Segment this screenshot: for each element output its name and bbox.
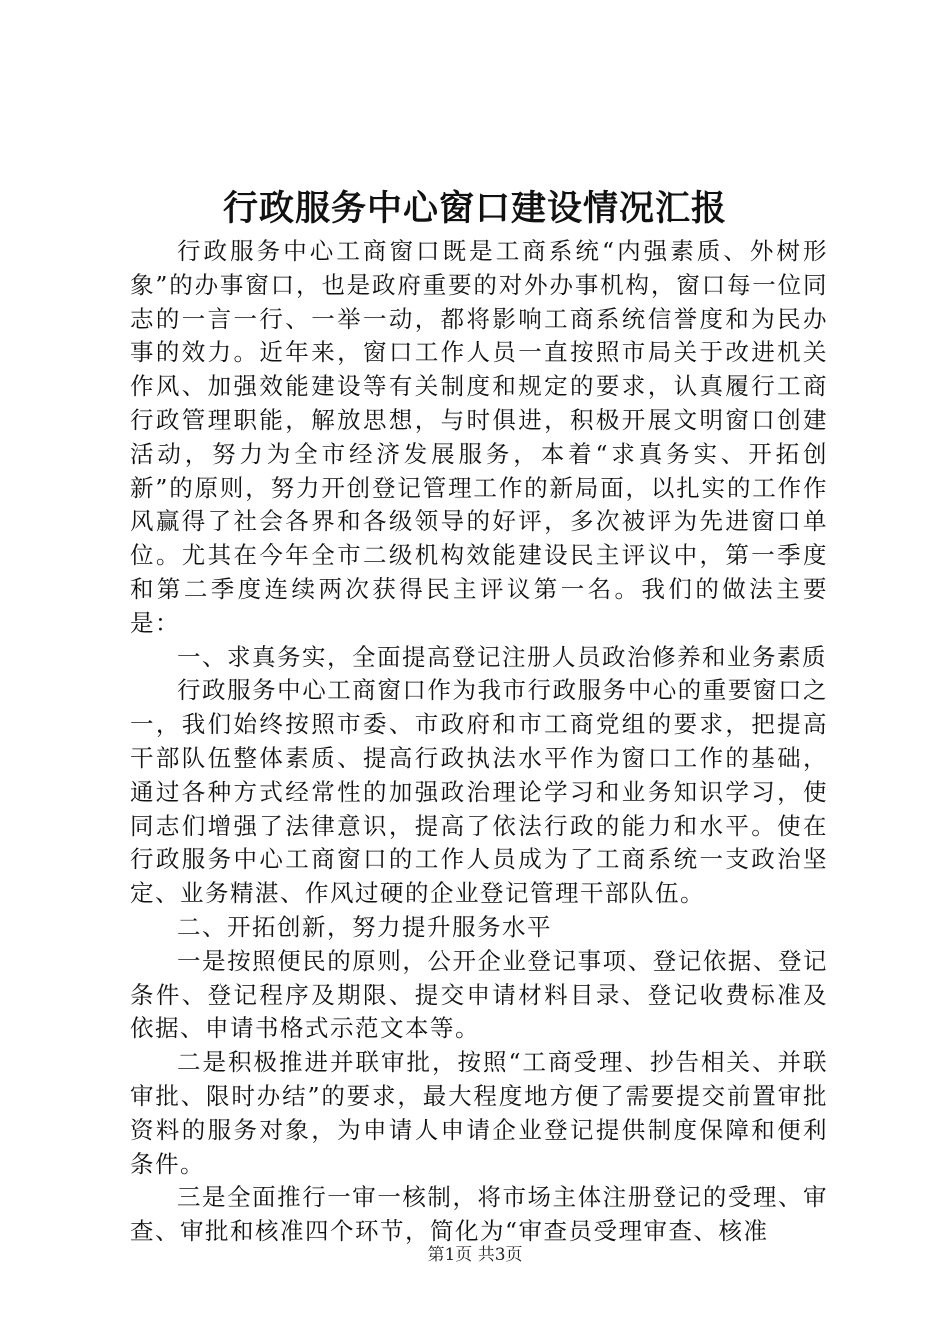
- section-heading-1: 一、求真务实，全面提高登记注册人员政治修养和业务素质: [177, 642, 827, 671]
- paragraph-item-2: 二是积极推进并联审批，按照“工商受理、抄告相关、并联审批、限时办结”的要求，最大程度地方便了需要提交前置审批资料的服务对象，为申请人申请企业登记提供制度保障和便利条件。: [130, 1048, 828, 1178]
- section-heading-2: 二、开拓创新，努力提升服务水平: [177, 912, 552, 941]
- page-number-footer: 第1页 共3页: [427, 1245, 523, 1265]
- document-title: 行政服务中心窗口建设情况汇报: [222, 188, 727, 229]
- paragraph-item-3: 三是全面推行一审一核制，将市场主体注册登记的受理、审查、审批和核准四个环节，简化为“审查员受理审查、核准: [130, 1183, 828, 1246]
- paragraph-intro: 行政服务中心工商窗口既是工商系统“内强素质、外树形象”的办事窗口，也是政府重要的对外办事机构，窗口每一位同志的一言一行、一举一动，都将影响工商系统信誉度和为民办事的效力。近年来，窗口工作人员一直按照市局关于改进机关作风、加强效能建设等有关制度和规定的要求，认真履行工商行政管理职能，解放思想，与时俱进，积极开展文明窗口创建活动，努力为全市经济发展服务，本着“求真务实、开拓创新”的原则，努力开创登记管理工作的新局面，以扎实的工作作风赢得了社会各界和各级领导的好评，多次被评为先进窗口单位。尤其在今年全市二级机构效能建设民主评议中，第一季度和第二季度连续两次获得民主评议第一名。我们的做法主要是：: [130, 237, 828, 637]
- paragraph-item-1: 一是按照便民的原则，公开企业登记事项、登记依据、登记条件、登记程序及期限、提交申请材料目录、登记收费标准及依据、申请书格式示范文本等。: [130, 946, 828, 1043]
- paragraph-section-1: 行政服务中心工商窗口作为我市行政服务中心的重要窗口之一，我们始终按照市委、市政府和市工商党组的要求，把提高干部队伍整体素质、提高行政执法水平作为窗口工作的基础，通过各种方式经常性的加强政治理论学习和业务知识学习，使同志们增强了法律意识，提高了依法行政的能力和水平。使在行政服务中心工商窗口的工作人员成为了工商系统一支政治坚定、业务精湛、作风过硬的企业登记管理干部队伍。: [130, 676, 828, 908]
- document-body: [130, 235, 828, 1249]
